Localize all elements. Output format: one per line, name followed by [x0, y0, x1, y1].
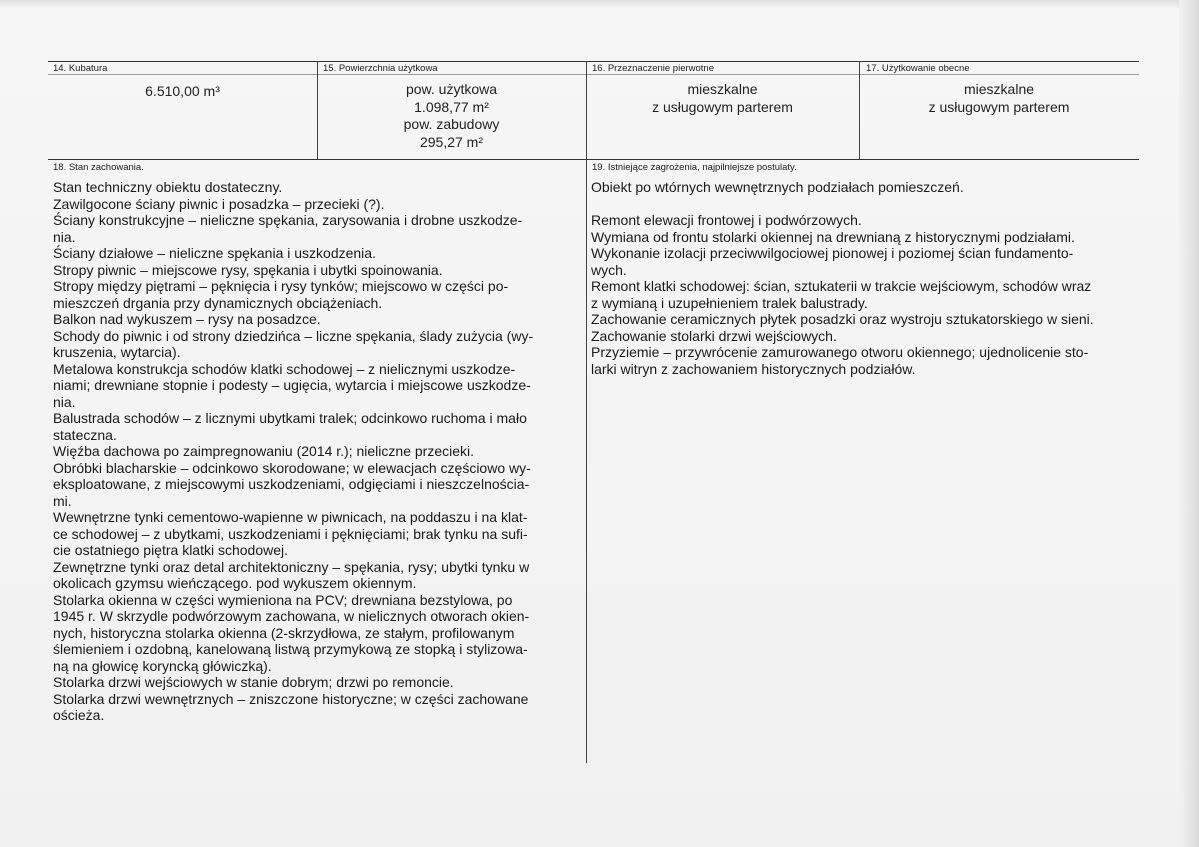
text-line: ną na głowicę koryncką główiczką).: [53, 657, 272, 674]
text-line: Schody do piwnic i od strony dziedzińca – liczne spękania, ślady zużycia (wy-: [53, 327, 534, 344]
text-line: Obróbki blacharskie – odcinkowo skorodowane; w elewacjach częściowo wy-: [53, 459, 531, 476]
stan-zachowania-text: [53, 179, 533, 724]
text-line: cie ostatniego piętra klatki schodowej.: [53, 542, 289, 558]
text-line: eksploatowane, z miejscowymi uszkodzeniami, odgięciami i nieszczelnościa-: [53, 476, 530, 492]
text-line: z wymianą i uzupełnieniem tralek balustrady.: [591, 294, 868, 311]
przeznaczenie-label: 16. Przeznaczenie pierwotne: [592, 63, 714, 74]
uzytkowanie-line: z usługowym parterem: [928, 98, 1070, 115]
text-line: Balkon nad wykuszem – rysy na posadzce.: [53, 311, 321, 327]
zagrozenia-label: 19. Istniejące zagrożenia, najpilniejsze postulaty.: [592, 162, 797, 173]
text-line: okolicach gzymsu wieńczącego. pod wykuszem okiennym.: [53, 575, 417, 591]
text-line: Stolarka okienna w części wymieniona na PCV; drewniana bezstylowa, po: [53, 591, 513, 608]
text-line: ce schodowej – z ubytkami, uszkodzeniami i pęknięciami; brak tynku na sufi-: [53, 525, 528, 542]
text-line: Obiekt po wtórnych wewnętrznych podziałach pomieszczeń.: [591, 179, 964, 195]
column-divider-2: [586, 61, 587, 763]
text-line: stateczna.: [53, 426, 117, 443]
text-line: Stan techniczny obiektu dostateczny.: [53, 179, 283, 195]
przeznaczenie-values: [586, 81, 859, 116]
kubatura-value-line: 6.510,00 m³: [145, 83, 220, 99]
text-line: kruszenia, wytarcia).: [53, 344, 181, 360]
text-line: Stolarka drzwi wejściowych w stanie dobrym; drzwi po remoncie.: [53, 674, 454, 690]
scan-right-edge: [1179, 0, 1199, 847]
section-divider: [48, 159, 1139, 160]
text-line: 1945 r. W skrzydle podwórzowym zachowana, w nielicznych otworach okien-: [53, 608, 530, 624]
kubatura-label: 14. Kubatura: [53, 63, 108, 74]
text-line: Stolarka drzwi wewnętrznych – zniszczone historyczne; w części zachowane: [53, 690, 529, 707]
text-line: Więźba dachowa po zaimpregnowaniu (2014 r.); nieliczne przecieki.: [53, 443, 474, 459]
powierzchnia-line: pow. zabudowy: [403, 116, 500, 132]
text-line: nia.: [53, 228, 76, 245]
text-line: Zewnętrzne tynki oraz detal architektoniczny – spękania, rysy; ubytki tynku w: [53, 558, 530, 575]
text-line: Wykonanie izolacji przeciwwilgociowej pionowej i poziomej ścian fundamento-: [591, 245, 1074, 261]
table-top-border: [48, 61, 1139, 62]
text-line: Wewnętrzne tynki cementowo-wapienne w piwnicach, na poddaszu i na klat-: [53, 509, 528, 525]
text-line: niami; drewniane stopnie i podesty – ugięcia, wytarcia i miejscowe uszkodze-: [53, 377, 531, 393]
header-row-divider: [48, 74, 1139, 75]
uzytkowanie-line: mieszkalne: [963, 81, 1035, 97]
text-line: ślemieniem i ozdobną, kanelowaną listwą przymykową ze stopką i stylizowa-: [53, 641, 528, 657]
uzytkowanie-values: [859, 81, 1139, 116]
text-line: Zawilgocone ściany piwnic i posadzka – przecieki (?).: [53, 195, 385, 212]
powierzchnia-label: 15. Powierzchnia użytkowa: [323, 63, 438, 74]
text-line: Ściany konstrukcyjne – nieliczne spękania, zarysowania i drobne uszkodze-: [53, 212, 523, 228]
text-line: mi.: [53, 492, 72, 509]
text-line: ościeża.: [53, 707, 105, 723]
przeznaczenie-line: z usługowym parterem: [652, 98, 793, 115]
text-line: mieszczeń drgania przy dynamicznych obciążeniach.: [53, 294, 383, 311]
text-line: larki witryn z zachowaniem historycznych podziałów.: [591, 360, 916, 377]
uzytkowanie-label: 17. Użytkowanie obecne: [866, 63, 970, 74]
text-line: Stropy między piętrami – pęknięcia i rysy tynków; miejscowo w części po-: [53, 278, 509, 294]
text-line: [591, 196, 1094, 213]
text-line: Metalowa konstrukcja schodów klatki schodowej – z nielicznymi uszkodze-: [53, 360, 516, 377]
text-line: Remont elewacji frontowej i podwórzowych.: [591, 212, 862, 228]
text-line: Ściany działowe – nieliczne spękania i uszkodzenia.: [53, 245, 376, 261]
powierzchnia-values: [317, 81, 586, 151]
zagrozenia-text: [591, 179, 1094, 377]
text-line: nych, historyczna stolarka okienna (2-skrzydłowa, ze stałym, profilowanym: [53, 624, 515, 641]
text-line: nia.: [53, 393, 76, 410]
scan-top-edge: [0, 0, 1199, 8]
text-line: Zachowanie stolarki drzwi wejściowych.: [591, 327, 837, 344]
stan-zachowania-label: 18. Stan zachowania.: [53, 162, 144, 173]
text-line: Balustrada schodów – z licznymi ubytkami tralek; odcinkowo ruchoma i mało: [53, 410, 527, 426]
kubatura-value: [48, 83, 317, 101]
text-line: Zachowanie ceramicznych płytek posadzki oraz wystroju sztukatorskiego w sieni.: [591, 311, 1094, 327]
text-line: Stropy piwnic – miejscowe rysy, spękania i ubytki spoinowania.: [53, 261, 443, 278]
powierzchnia-line: 1.098,77 m²: [414, 98, 489, 115]
powierzchnia-line: 295,27 m²: [419, 133, 484, 150]
powierzchnia-line: pow. użytkowa: [405, 81, 498, 97]
text-line: Wymiana od frontu stolarki okiennej na drewnianą z historycznymi podziałami.: [591, 228, 1075, 245]
text-line: Przyziemie – przywrócenie zamurowanego otworu okiennego; ujednolicenie sto-: [591, 344, 1089, 360]
text-line: Remont klatki schodowej: ścian, sztukaterii w trakcie wejściowym, schodów wraz: [591, 278, 1092, 294]
przeznaczenie-line: mieszkalne: [687, 81, 758, 97]
text-line: wych.: [591, 261, 627, 278]
